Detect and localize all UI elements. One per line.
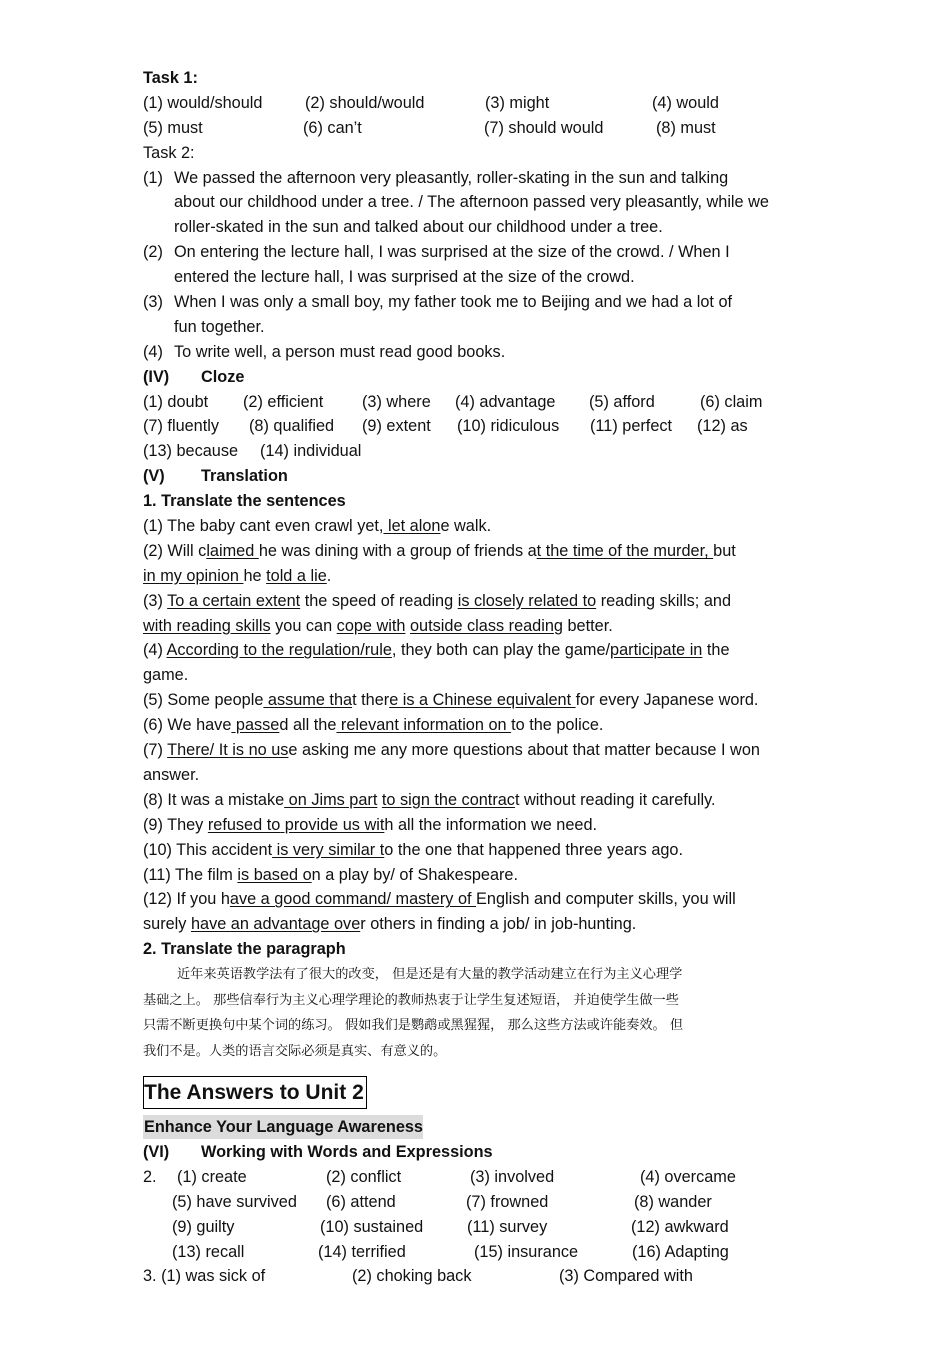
answer: (7) should would	[484, 118, 604, 137]
q2-row: (9) guilty (10) sustained (11) survey (12) awkward	[172, 1217, 729, 1236]
answer: (8) must	[656, 118, 716, 137]
sentence-9: (9) They refused to provide us with all the information we need.	[143, 815, 598, 834]
q2-row: (5) have survived (6) attend (7) frowned (8) wander	[172, 1192, 712, 1211]
cloze-row: (7) fluently (8) qualified (9) extent (10) ridiculous (11) perfect (12) as	[143, 417, 748, 436]
task2-heading: Task 2:	[143, 143, 195, 162]
answer: (5) must	[143, 118, 203, 137]
answer: (2) should/would	[305, 93, 425, 112]
task2-item: (2) On entering the lecture hall, I was surprised at the size of the crowd. / When I entered the lecture hall, I was surprised at the size of the crowd.	[143, 243, 730, 287]
translate-sentences-heading: 1. Translate the sentences	[143, 492, 346, 511]
sentence-7: (7) There/ It is no use asking me any more questions about that matter because I won	[143, 741, 760, 760]
section-heading: Enhance Your Language Awareness	[143, 1115, 423, 1139]
translate-paragraph-heading: 2. Translate the paragraph	[143, 940, 346, 959]
answer: (4) would	[652, 93, 719, 112]
sentence-1: (1) The baby cant even crawl yet, let alone walk.	[143, 517, 492, 536]
cloze-row: (1) doubt (2) efficient (3) where (4) advantage (5) afford (6) claim	[143, 392, 763, 411]
answer: (1) would/should	[143, 93, 263, 112]
sentence-8: (8) It was a mistake on Jims part to sign the contract without reading it carefully.	[143, 790, 716, 809]
vi-heading: (VI) Working with Words and Expressions	[143, 1142, 493, 1161]
q3-row: 3. (1) was sick of (2) choking back (3) Compared with	[143, 1267, 693, 1286]
cloze-heading: (IV) Cloze	[143, 367, 245, 386]
task1-row	[143, 116, 843, 141]
sentence-11: (11) The film is based on a play by/ of Shakespeare.	[143, 865, 519, 884]
sentence-7-cont: answer.	[143, 765, 200, 784]
answer: (6) can’t	[303, 118, 362, 137]
sentence-5: (5) Some people assume that there is a Chinese equivalent for every Japanese word.	[143, 691, 759, 710]
task2-item: (3) When I was only a small boy, my father took me to Beijing and we had a lot of fun together.	[143, 293, 733, 336]
q2-row: (13) recall (14) terrified (15) insurance (16) Adapting	[172, 1242, 729, 1261]
chinese-paragraph: 近年来英语教学法有了很大的改变， 但是还是有大量的教学活动建立在行为主义心理学 基础之上。 那些信奉行为主义心理学理论的教师热衷于让学生复述短语， 并迫使学生做一些 只需不断更换句中某个词的练习。 假如我们是鹦鹉或黑猩猩， 那么这些方法或许能奏效。 但 我们不是。人类的语言交际必须是真实、有意义的。	[143, 967, 684, 1059]
sentence-10: (10) This accident is very similar to the one that happened three years ago.	[143, 840, 684, 859]
sentence-4-cont: game.	[143, 666, 189, 685]
sentence-12-cont: surely have an advantage over others in finding a job/ in job-hunting.	[143, 915, 637, 934]
answer: (3) might	[485, 93, 550, 112]
sentence-2-cont: in my opinion he told a lie.	[143, 566, 332, 585]
q2-row: 2. (1) create (2) conflict (3) involved (4) overcame	[143, 1167, 736, 1186]
task2-item: (4) To write well, a person must read good books.	[143, 342, 506, 361]
translation-heading: (V) Translation	[143, 467, 288, 486]
cloze-row: (13) because (14) individual	[143, 442, 362, 461]
sentence-3: (3) To a certain extent the speed of reading is closely related to reading skills; and	[143, 591, 732, 610]
sentence-6: (6) We have passed all the relevant information on to the police.	[143, 716, 604, 735]
sentence-4: (4) According to the regulation/rule, they both can play the game/participate in the	[143, 641, 730, 660]
task1-row	[143, 91, 843, 116]
sentence-12: (12) If you have a good command/ mastery of English and computer skills, you will	[143, 890, 736, 909]
unit2-title: The Answers to Unit 2	[143, 1076, 367, 1109]
task1-heading: Task 1:	[143, 69, 198, 87]
document-page	[143, 66, 843, 1289]
task2-item: (1) We passed the afternoon very pleasantly, roller-skating in the sun and talking about our childhood under a tree. / The afternoon passed very pleasantly, while we roller-skated in the sun and talked about our childhood under a tree.	[143, 168, 769, 237]
sentence-2: (2) Will claimed he was dining with a group of friends at the time of the murder, but	[143, 541, 736, 560]
sentence-3-cont: with reading skills you can cope with outside class reading better.	[143, 616, 613, 635]
